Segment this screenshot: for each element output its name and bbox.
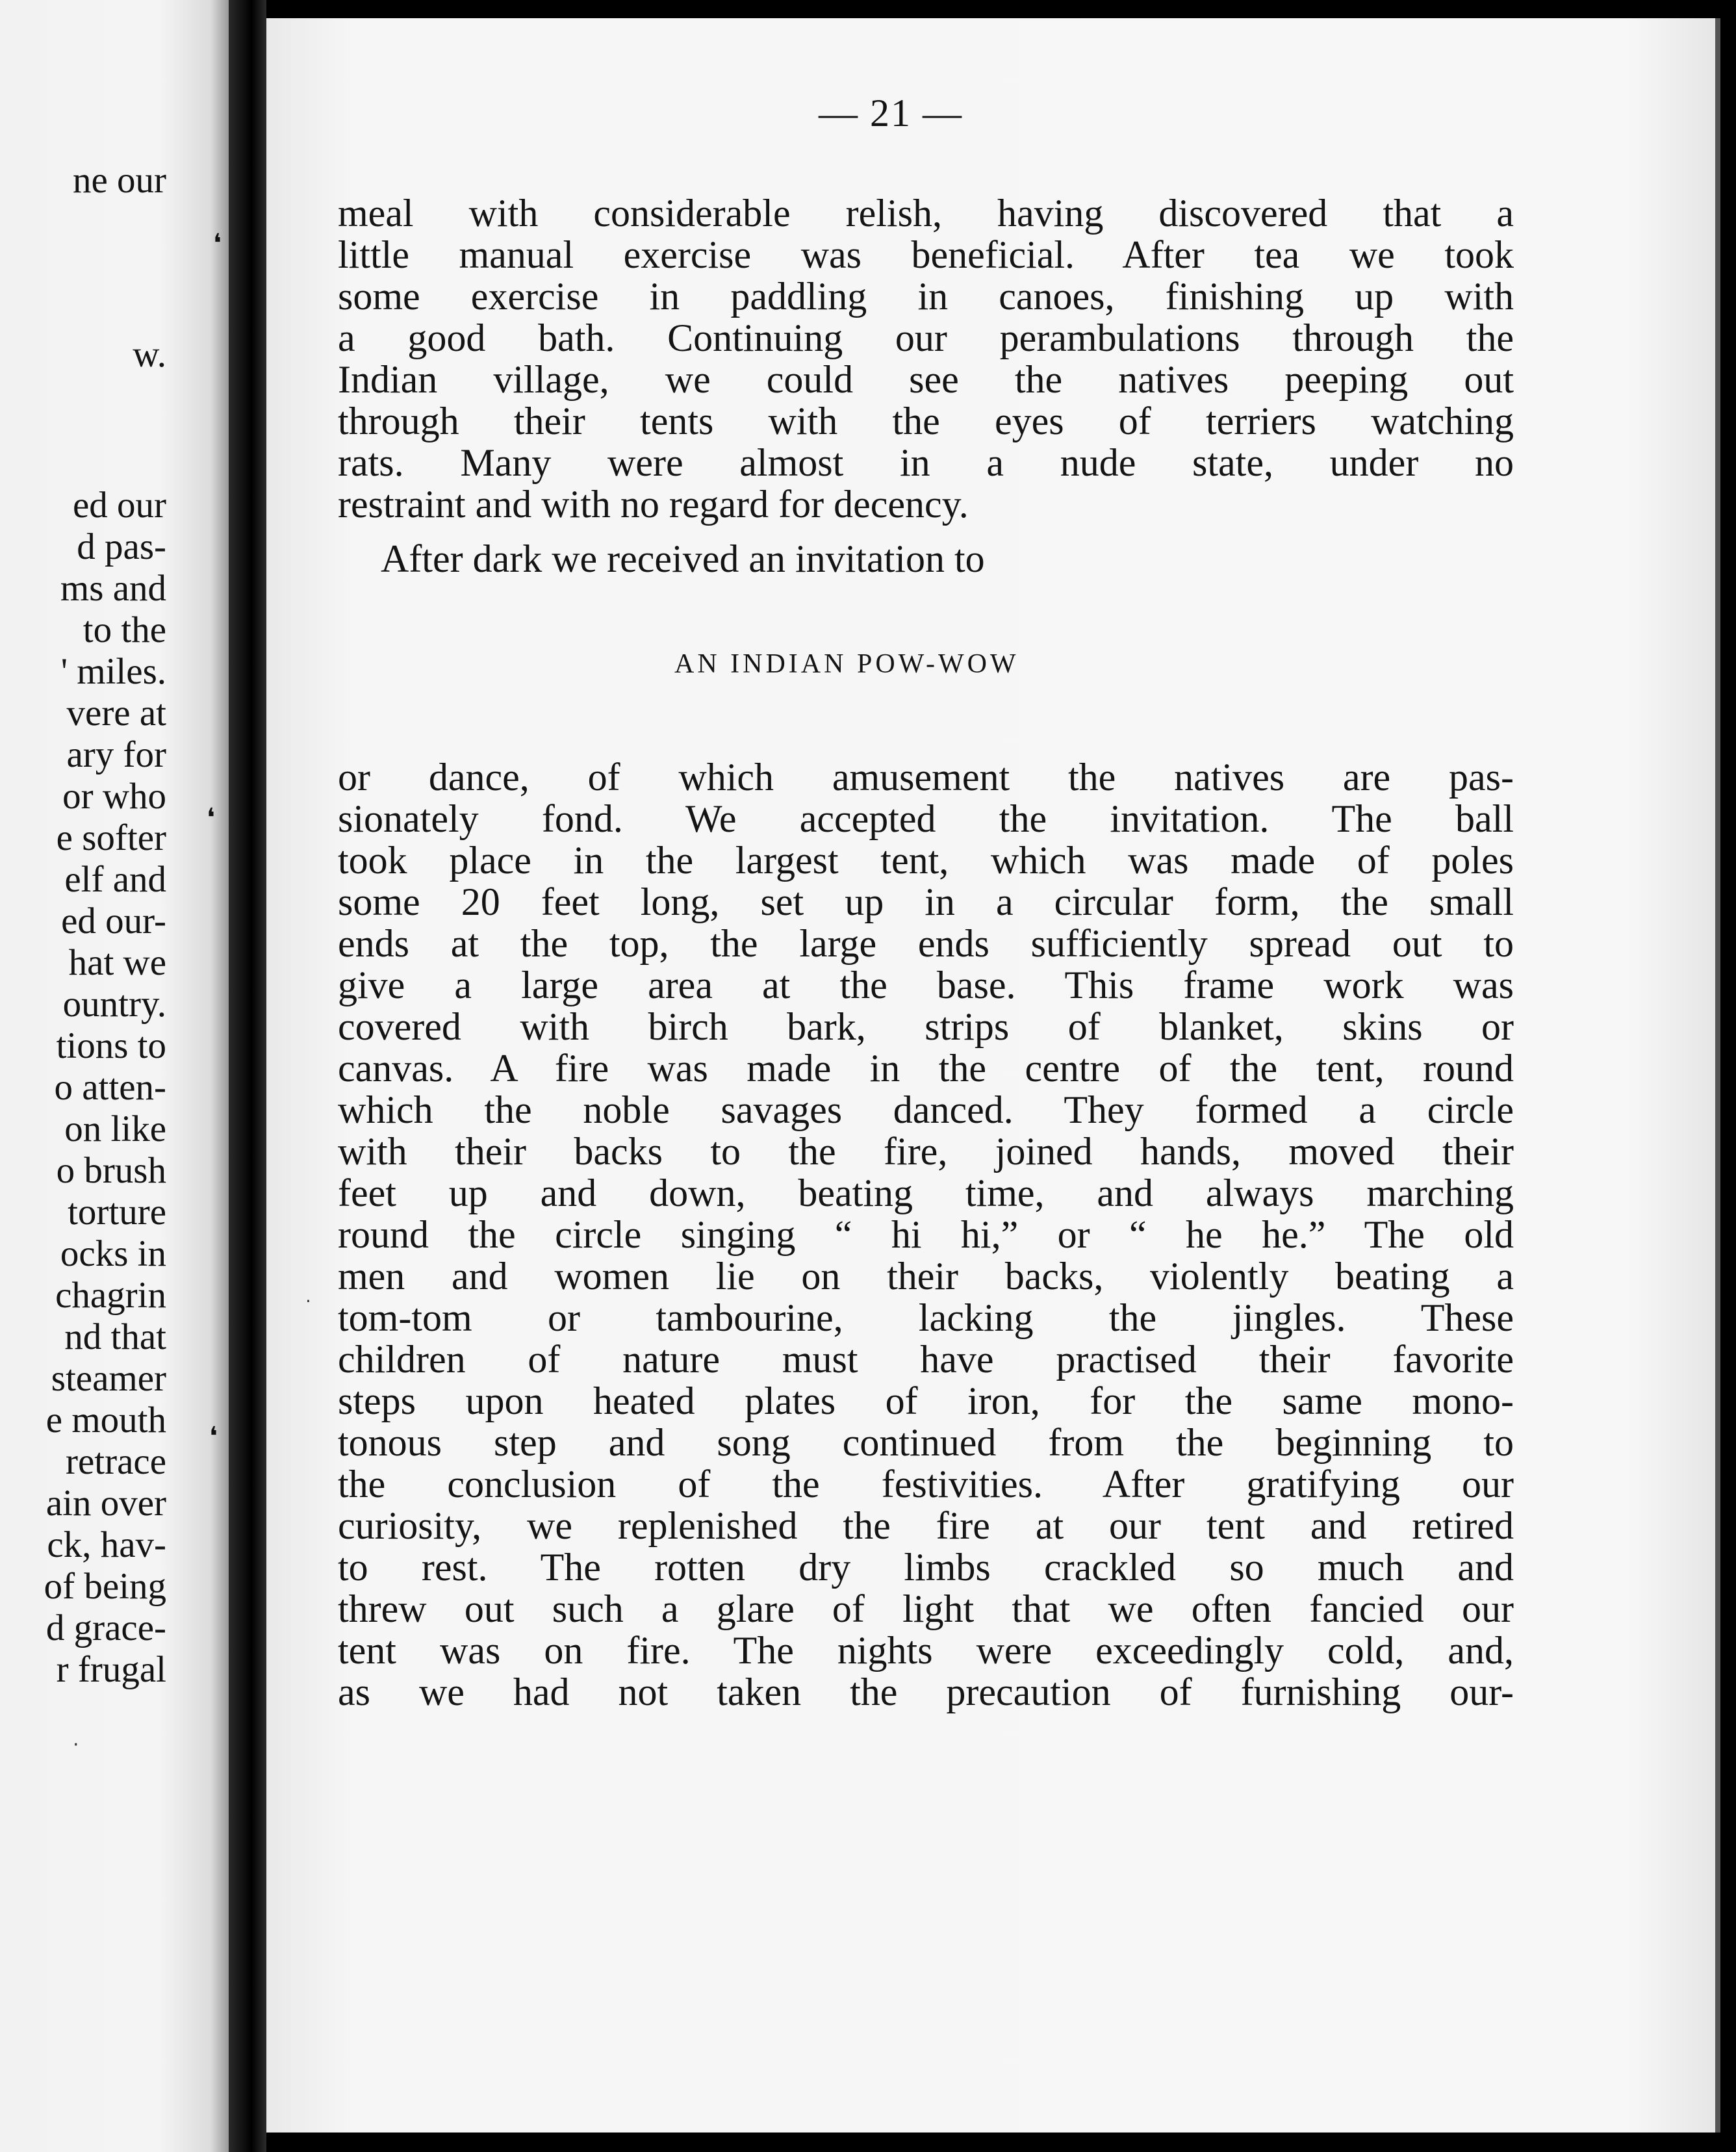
text-line: threw out such a glare of light that we often fancied our	[338, 1587, 1514, 1630]
text-line: Indian village, we could see the natives peeping out	[338, 358, 1514, 401]
previous-page-line: on like	[64, 1108, 166, 1149]
text-line: feet up and down, beating time, and always marching	[338, 1172, 1514, 1214]
ink-speck: ·	[73, 1734, 79, 1756]
text-line: which the noble savages danced. They formed a circle	[338, 1088, 1514, 1131]
text-line: steps upon heated plates of iron, for the same mono-	[338, 1379, 1514, 1422]
previous-page-line: hat we	[68, 942, 166, 983]
text-line: rats. Many were almost in a nude state, under no	[338, 441, 1514, 484]
book-gutter	[207, 0, 266, 2152]
previous-page-line: vere at	[66, 693, 166, 734]
paragraph-2	[338, 756, 1514, 1713]
text-line: tonous step and song continued from the beginning to	[338, 1421, 1514, 1464]
invitation-line: After dark we received an invitation to	[381, 537, 985, 580]
previous-page-line: ms and	[60, 568, 166, 609]
previous-page-line: ed our-	[61, 901, 166, 942]
text-line: curiosity, we replenished the fire at our tent and retired	[338, 1504, 1514, 1547]
previous-page-line: of being	[44, 1566, 166, 1607]
previous-page-line: e mouth	[45, 1400, 166, 1441]
section-heading: AN INDIAN POW-WOW	[674, 649, 1019, 679]
previous-page-line: o atten-	[54, 1067, 166, 1108]
previous-page-line: e softer	[56, 817, 166, 858]
previous-page-line: nd that	[64, 1316, 166, 1357]
text-line: with their backs to the fire, joined hands, moved their	[338, 1130, 1514, 1173]
text-line: give a large area at the base. This frame work was	[338, 964, 1514, 1006]
binding-mark: ❛	[207, 803, 215, 833]
text-line: children of nature must have practised their favorite	[338, 1338, 1514, 1381]
previous-page-line: retrace	[66, 1441, 166, 1482]
previous-page-line: w.	[133, 334, 166, 375]
previous-page-line: ountry.	[62, 984, 166, 1025]
text-line: took place in the largest tent, which was made of poles	[338, 839, 1514, 882]
text-line: canvas. A fire was made in the centre of the tent, round	[338, 1047, 1514, 1090]
previous-page-line: o brush	[56, 1150, 166, 1191]
text-line: covered with birch bark, strips of blanket, skins or	[338, 1005, 1514, 1048]
previous-page-line: steamer	[51, 1358, 166, 1399]
previous-page-line: to the	[83, 609, 166, 650]
previous-page-sliver	[0, 0, 229, 2152]
text-line: or dance, of which amusement the natives are pas-	[338, 756, 1514, 799]
text-line: a good bath. Continuing our perambulations through the	[338, 316, 1514, 359]
binding-mark: ❛	[213, 229, 222, 259]
previous-page-line: torture	[68, 1192, 166, 1233]
text-line: tent was on fire. The nights were exceedingly cold, and,	[338, 1629, 1514, 1672]
previous-page-line: ' miles.	[60, 651, 166, 692]
previous-page-line: or who	[62, 776, 166, 817]
previous-page-line: ain over	[45, 1483, 166, 1524]
previous-page-line: ary for	[66, 734, 166, 775]
text-line: restraint and with no regard for decency.	[338, 483, 969, 526]
previous-page-line: ck, hav-	[47, 1524, 166, 1565]
previous-page-line: ne our	[72, 160, 166, 201]
text-line: ends at the top, the large ends sufficiently spread out to	[338, 922, 1514, 965]
text-line: little manual exercise was beneficial. After tea we took	[338, 233, 1514, 276]
previous-page-line: ocks in	[60, 1233, 166, 1274]
text-line: as we had not taken the precaution of furnishing our-	[338, 1671, 1514, 1713]
page-number: — 21 —	[819, 92, 963, 134]
previous-page-line: elf and	[64, 859, 166, 900]
binding-mark: ❛	[209, 1422, 218, 1452]
previous-page-line: d grace-	[45, 1608, 166, 1648]
text-line: men and women lie on their backs, violently beating a	[338, 1255, 1514, 1298]
text-line: some exercise in paddling in canoes, finishing up with	[338, 275, 1514, 318]
text-line: round the circle singing “ hi hi,” or “ he he.” The old	[338, 1213, 1514, 1256]
previous-page-line: d pas-	[77, 526, 166, 567]
text-line: some 20 feet long, set up in a circular form, the small	[338, 880, 1514, 923]
text-line: sionately fond. We accepted the invitation. The ball	[338, 797, 1514, 840]
text-line: the conclusion of the festivities. After gratifying our	[338, 1463, 1514, 1505]
text-line: meal with considerable relish, having discovered that a	[338, 192, 1514, 235]
text-line: through their tents with the eyes of terriers watching	[338, 400, 1514, 442]
ink-speck: ·	[305, 1290, 311, 1312]
previous-page-line: ed our	[72, 485, 166, 526]
previous-page-line: r frugal	[56, 1649, 166, 1690]
text-line: tom-tom or tambourine, lacking the jingles. These	[338, 1296, 1514, 1339]
paragraph-1	[338, 192, 1514, 525]
text-line: to rest. The rotten dry limbs crackled so much and	[338, 1546, 1514, 1589]
previous-page-line: chagrin	[55, 1275, 166, 1316]
previous-page-line: tions to	[56, 1025, 166, 1066]
